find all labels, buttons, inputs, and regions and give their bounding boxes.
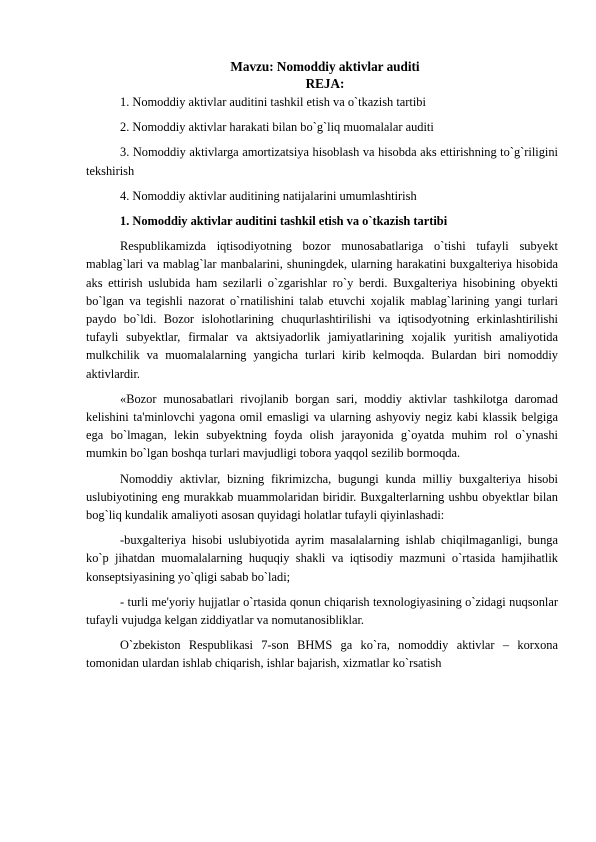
section-heading: 1. Nomoddiy aktivlar auditini tashkil etish va o`tkazish tartibi [120, 214, 448, 229]
paragraph-3: Nomoddiy aktivlar, bizning fikrimizcha, bugungi kunda milliy buxgalteriya hisobi uslubiyotining eng murakkab muammolaridan biridir. Buxgalterlarning ushbu obyektlar bilan bog`liq kundalik amaliyoti asosan quyidagi holatlar tufayli qiyinlashadi: [86, 471, 558, 523]
paragraph-6: O`zbekiston Respublikasi 7-son BHMS ga ko`ra, nomoddiy aktivlar – korxona tomonidan ulardan ishlab chiqarish, ishlar bajarish, xizmatlar ko`rsatish [86, 638, 558, 671]
plan-item-4: 4. Nomoddiy aktivlar auditining natijalarini umumlashtirish [120, 188, 417, 203]
plan-item-3: 3. Nomoddiy aktivlarga amortizatsiya hisoblash va hisobda aks ettirishning to`g`riligini tekshirish [86, 145, 558, 178]
plan-heading: REJA: [305, 76, 345, 91]
paragraph-2: «Bozor munosabatlari rivojlanib borgan sari, moddiy aktivlar tashkilotga daromad kelishini ta'minlovchi yagona omil emasligi va ularning ashyoviy negiz kabi klassik belgiga ega bo`lmagan, lekin subyektning foyda olish jarayonida g`oyatda muhim rol o`ynashi mumkin bo`lgan boshqa turlari mavjudligi tobora yaqqol sezilib bormoqda. [86, 391, 558, 461]
plan-item-1: 1. Nomoddiy aktivlar auditini tashkil etish va o`tkazish tartibi [120, 95, 426, 109]
paragraph-5: - turli me'yoriy hujjatlar o`rtasida qonun chiqarish texnologiyasining o`zidagi nuqsonlar tufayli vujudga kelgan ziddiyatlar va nomutanosibliklar. [86, 594, 558, 628]
paragraph-4: -buxgalteriya hisobi uslubiyotida ayrim masalalarning ishlab chiqilmaganligi, bunga ko`p jihatdan muomalalarning huquqiy shakli va iqtisodiy mazmuni o`rtasida hamjihatlik konseptsiyasining yo`qligi sabab bo`ladi; [86, 533, 558, 584]
paragraph-1: Respublikamizda iqtisodiyotning bozor munosabatlariga o`tishi tufayli subyekt mablag`lari va mablag`lar manbalarini, shuningdek, ularning harakatini buxgalteriya hisobida aks ettirish uslubida ham sezilarli o`zgarishlar ro`y berdi. Buxgalteriya hisobining obyekti bo`lgan va tegishli nazorat o`rnatilishini talab etuvchi xojalik mablag`larining yangi turlari paydo bo`ldi. Bozor islohotlarining chuqurlashtirilishi va iqtisodyotning erkinlashtirilishi tufayli subyektlar, firmalar va aktsiyadorlik jamiyatlarining xojalik yuritish amaliyotida mulkchilik va muomalalarning yangicha turlari kirib kelmoqda. Bulardan biri nomoddiy aktivlardir. [86, 239, 558, 381]
document-page [86, 58, 558, 680]
plan-item-2: 2. Nomoddiy aktivlar harakati bilan bo`g`liq muomalalar auditi [120, 120, 434, 135]
document-title: Mavzu: Nomoddiy aktivlar auditi [230, 59, 420, 74]
